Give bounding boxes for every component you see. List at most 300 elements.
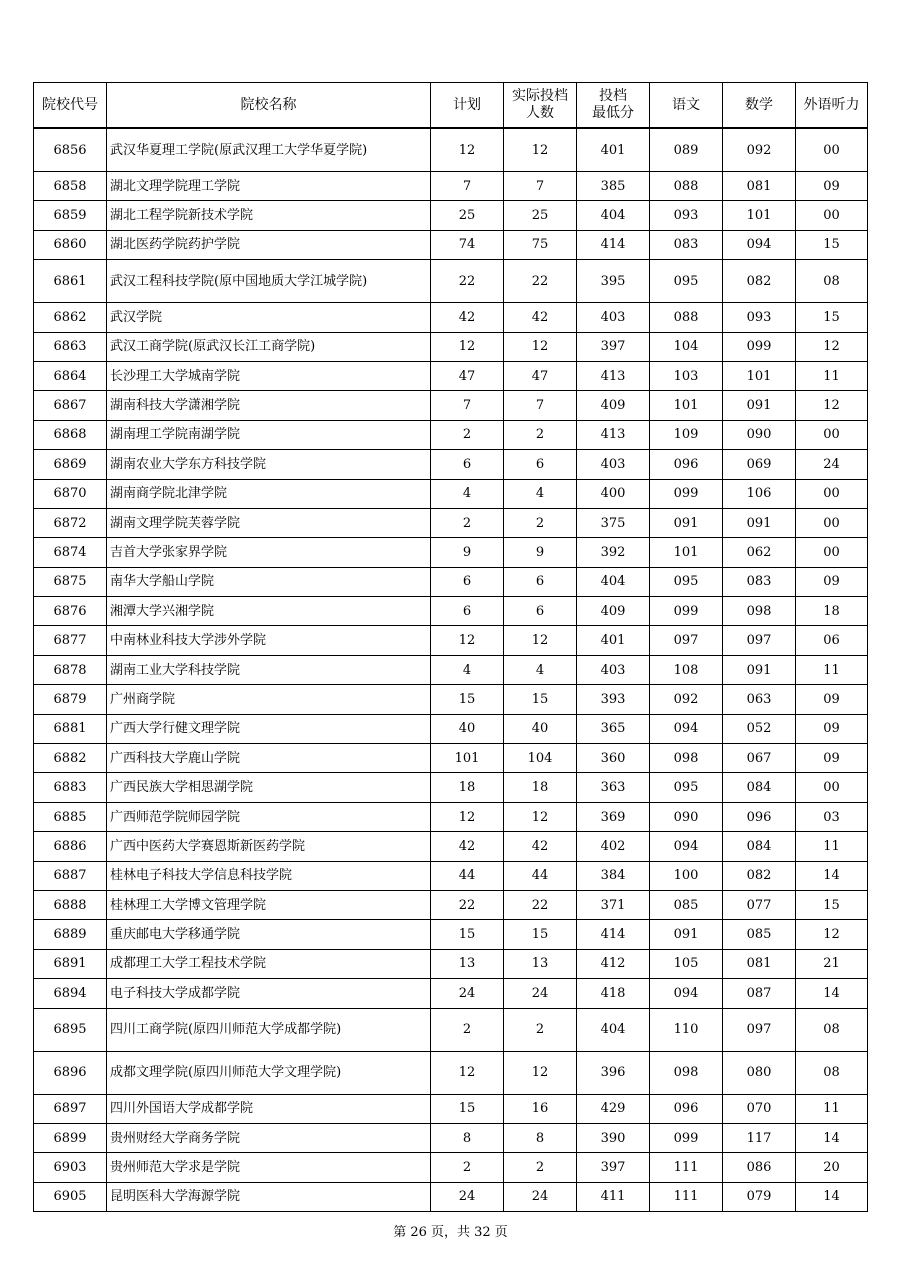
header-plan: 计划 (431, 83, 504, 129)
cell-listening: 21 (796, 949, 868, 978)
cell-school-name: 湖北工程学院新技术学院 (107, 201, 431, 230)
cell-code: 6859 (34, 201, 107, 230)
cell-school-name: 湖南文理学院芙蓉学院 (107, 508, 431, 537)
cell-plan: 9 (431, 538, 504, 567)
cell-admitted: 7 (504, 391, 577, 420)
table-row (34, 920, 868, 949)
cell-plan: 101 (431, 744, 504, 773)
cell-school-name: 湖南科技大学潇湘学院 (107, 391, 431, 420)
table-row (34, 890, 868, 919)
cell-admitted: 44 (504, 861, 577, 890)
cell-chinese: 096 (650, 450, 723, 479)
cell-chinese: 085 (650, 890, 723, 919)
cell-min-score: 409 (577, 391, 650, 420)
cell-chinese: 093 (650, 201, 723, 230)
cell-chinese: 098 (650, 1051, 723, 1094)
cell-math: 079 (723, 1182, 796, 1211)
header-chinese: 语文 (650, 83, 723, 129)
cell-chinese: 111 (650, 1153, 723, 1182)
table-row (34, 1182, 868, 1211)
table-row (34, 861, 868, 890)
cell-code: 6894 (34, 979, 107, 1008)
cell-code: 6858 (34, 172, 107, 201)
cell-listening: 09 (796, 714, 868, 743)
cell-plan: 2 (431, 420, 504, 449)
admission-table (33, 82, 868, 1212)
cell-plan: 12 (431, 128, 504, 172)
cell-admitted: 2 (504, 1008, 577, 1051)
cell-math: 117 (723, 1123, 796, 1152)
cell-plan: 15 (431, 920, 504, 949)
cell-math: 067 (723, 744, 796, 773)
cell-code: 6872 (34, 508, 107, 537)
cell-school-name: 吉首大学张家界学院 (107, 538, 431, 567)
cell-plan: 22 (431, 890, 504, 919)
cell-code: 6903 (34, 1153, 107, 1182)
cell-math: 101 (723, 201, 796, 230)
table-row (34, 1153, 868, 1182)
cell-school-name: 电子科技大学成都学院 (107, 979, 431, 1008)
table-row (34, 260, 868, 303)
cell-math: 081 (723, 172, 796, 201)
table-row (34, 1094, 868, 1123)
cell-code: 6882 (34, 744, 107, 773)
cell-min-score: 404 (577, 1008, 650, 1051)
cell-min-score: 384 (577, 861, 650, 890)
cell-math: 098 (723, 597, 796, 626)
table-row (34, 1051, 868, 1094)
cell-code: 6876 (34, 597, 107, 626)
cell-plan: 8 (431, 1123, 504, 1152)
cell-chinese: 091 (650, 508, 723, 537)
cell-plan: 6 (431, 597, 504, 626)
cell-math: 082 (723, 260, 796, 303)
cell-school-name: 昆明医科大学海源学院 (107, 1182, 431, 1211)
cell-school-name: 桂林理工大学博文管理学院 (107, 890, 431, 919)
cell-school-name: 湖南理工学院南湖学院 (107, 420, 431, 449)
cell-admitted: 12 (504, 626, 577, 655)
cell-school-name: 广西大学行健文理学院 (107, 714, 431, 743)
cell-math: 070 (723, 1094, 796, 1123)
cell-school-name: 广西科技大学鹿山学院 (107, 744, 431, 773)
cell-plan: 12 (431, 1051, 504, 1094)
cell-school-name: 武汉工程科技学院(原中国地质大学江城学院) (107, 260, 431, 303)
cell-math: 097 (723, 1008, 796, 1051)
cell-listening: 14 (796, 1182, 868, 1211)
cell-math: 094 (723, 230, 796, 259)
cell-code: 6905 (34, 1182, 107, 1211)
cell-plan: 44 (431, 861, 504, 890)
cell-code: 6874 (34, 538, 107, 567)
cell-admitted: 12 (504, 128, 577, 172)
cell-math: 091 (723, 391, 796, 420)
cell-admitted: 24 (504, 979, 577, 1008)
cell-listening: 20 (796, 1153, 868, 1182)
cell-listening: 00 (796, 201, 868, 230)
cell-plan: 2 (431, 508, 504, 537)
cell-plan: 25 (431, 201, 504, 230)
cell-chinese: 088 (650, 172, 723, 201)
cell-code: 6899 (34, 1123, 107, 1152)
cell-chinese: 097 (650, 626, 723, 655)
cell-min-score: 413 (577, 420, 650, 449)
cell-min-score: 396 (577, 1051, 650, 1094)
cell-admitted: 6 (504, 567, 577, 596)
cell-math: 093 (723, 303, 796, 332)
cell-code: 6881 (34, 714, 107, 743)
table-row (34, 332, 868, 361)
cell-school-name: 湖南工业大学科技学院 (107, 655, 431, 684)
cell-chinese: 103 (650, 361, 723, 390)
cell-admitted: 4 (504, 655, 577, 684)
cell-listening: 06 (796, 626, 868, 655)
cell-chinese: 088 (650, 303, 723, 332)
table-row (34, 949, 868, 978)
cell-chinese: 094 (650, 979, 723, 1008)
cell-plan: 74 (431, 230, 504, 259)
table-row (34, 744, 868, 773)
cell-min-score: 385 (577, 172, 650, 201)
table-row (34, 714, 868, 743)
cell-code: 6895 (34, 1008, 107, 1051)
cell-code: 6883 (34, 773, 107, 802)
cell-listening: 09 (796, 567, 868, 596)
cell-math: 090 (723, 420, 796, 449)
cell-min-score: 414 (577, 920, 650, 949)
table-row (34, 230, 868, 259)
cell-admitted: 24 (504, 1182, 577, 1211)
cell-code: 6864 (34, 361, 107, 390)
cell-listening: 12 (796, 332, 868, 361)
cell-admitted: 6 (504, 450, 577, 479)
table-row (34, 832, 868, 861)
cell-school-name: 成都文理学院(原四川师范大学文理学院) (107, 1051, 431, 1094)
cell-listening: 15 (796, 303, 868, 332)
header-code: 院校代号 (34, 83, 107, 129)
header-min-line2: 最低分 (592, 105, 634, 121)
cell-math: 080 (723, 1051, 796, 1094)
table-row (34, 597, 868, 626)
cell-code: 6875 (34, 567, 107, 596)
cell-school-name: 湖南商学院北津学院 (107, 479, 431, 508)
cell-min-score: 403 (577, 450, 650, 479)
cell-code: 6869 (34, 450, 107, 479)
cell-chinese: 083 (650, 230, 723, 259)
cell-min-score: 369 (577, 802, 650, 831)
cell-math: 087 (723, 979, 796, 1008)
cell-school-name: 武汉工商学院(原武汉长江工商学院) (107, 332, 431, 361)
cell-chinese: 100 (650, 861, 723, 890)
cell-admitted: 12 (504, 332, 577, 361)
table-row (34, 1008, 868, 1051)
cell-math: 097 (723, 626, 796, 655)
cell-listening: 09 (796, 744, 868, 773)
cell-listening: 14 (796, 979, 868, 1008)
cell-code: 6878 (34, 655, 107, 684)
cell-min-score: 404 (577, 201, 650, 230)
cell-chinese: 094 (650, 832, 723, 861)
cell-school-name: 长沙理工大学城南学院 (107, 361, 431, 390)
cell-min-score: 360 (577, 744, 650, 773)
cell-plan: 2 (431, 1008, 504, 1051)
cell-listening: 09 (796, 685, 868, 714)
cell-min-score: 403 (577, 655, 650, 684)
cell-chinese: 098 (650, 744, 723, 773)
cell-admitted: 12 (504, 1051, 577, 1094)
cell-school-name: 武汉华夏理工学院(原武汉理工大学华夏学院) (107, 128, 431, 172)
cell-admitted: 4 (504, 479, 577, 508)
cell-math: 083 (723, 567, 796, 596)
cell-min-score: 395 (577, 260, 650, 303)
cell-min-score: 375 (577, 508, 650, 537)
cell-listening: 08 (796, 1051, 868, 1094)
cell-plan: 7 (431, 172, 504, 201)
cell-min-score: 363 (577, 773, 650, 802)
cell-admitted: 9 (504, 538, 577, 567)
cell-plan: 12 (431, 626, 504, 655)
header-admitted (504, 83, 577, 129)
cell-plan: 12 (431, 802, 504, 831)
cell-chinese: 099 (650, 1123, 723, 1152)
cell-chinese: 101 (650, 538, 723, 567)
cell-listening: 03 (796, 802, 868, 831)
cell-math: 077 (723, 890, 796, 919)
cell-plan: 4 (431, 479, 504, 508)
cell-code: 6889 (34, 920, 107, 949)
cell-code: 6896 (34, 1051, 107, 1094)
cell-chinese: 094 (650, 714, 723, 743)
cell-math: 101 (723, 361, 796, 390)
cell-code: 6877 (34, 626, 107, 655)
cell-plan: 2 (431, 1153, 504, 1182)
cell-listening: 00 (796, 508, 868, 537)
cell-listening: 08 (796, 260, 868, 303)
cell-listening: 15 (796, 890, 868, 919)
cell-chinese: 095 (650, 260, 723, 303)
cell-school-name: 中南林业科技大学涉外学院 (107, 626, 431, 655)
cell-plan: 4 (431, 655, 504, 684)
cell-plan: 15 (431, 685, 504, 714)
table-row (34, 128, 868, 172)
table-row (34, 391, 868, 420)
cell-min-score: 392 (577, 538, 650, 567)
header-admitted-line2: 人数 (526, 105, 554, 121)
header-admitted-line1: 实际投档 (512, 88, 568, 104)
cell-min-score: 397 (577, 1153, 650, 1182)
header-math: 数学 (723, 83, 796, 129)
cell-school-name: 贵州财经大学商务学院 (107, 1123, 431, 1152)
cell-math: 092 (723, 128, 796, 172)
cell-chinese: 104 (650, 332, 723, 361)
cell-chinese: 108 (650, 655, 723, 684)
cell-school-name: 湖北医药学院药护学院 (107, 230, 431, 259)
cell-math: 099 (723, 332, 796, 361)
cell-listening: 15 (796, 230, 868, 259)
cell-code: 6860 (34, 230, 107, 259)
cell-min-score: 371 (577, 890, 650, 919)
cell-school-name: 四川工商学院(原四川师范大学成都学院) (107, 1008, 431, 1051)
cell-plan: 47 (431, 361, 504, 390)
cell-code: 6888 (34, 890, 107, 919)
cell-admitted: 8 (504, 1123, 577, 1152)
cell-math: 091 (723, 655, 796, 684)
cell-chinese: 105 (650, 949, 723, 978)
cell-plan: 42 (431, 832, 504, 861)
cell-chinese: 110 (650, 1008, 723, 1051)
cell-plan: 18 (431, 773, 504, 802)
cell-listening: 11 (796, 361, 868, 390)
cell-plan: 12 (431, 332, 504, 361)
header-min-line1: 投档 (599, 88, 627, 104)
table-row (34, 655, 868, 684)
cell-min-score: 414 (577, 230, 650, 259)
cell-admitted: 22 (504, 260, 577, 303)
table-row (34, 538, 868, 567)
cell-code: 6879 (34, 685, 107, 714)
page-footer: 第 26 页，共 32 页 (393, 1225, 508, 1240)
cell-code: 6885 (34, 802, 107, 831)
cell-admitted: 42 (504, 832, 577, 861)
cell-chinese: 099 (650, 597, 723, 626)
cell-math: 063 (723, 685, 796, 714)
cell-chinese: 089 (650, 128, 723, 172)
cell-chinese: 090 (650, 802, 723, 831)
cell-math: 084 (723, 773, 796, 802)
cell-listening: 12 (796, 920, 868, 949)
cell-listening: 00 (796, 420, 868, 449)
cell-school-name: 广西师范学院师园学院 (107, 802, 431, 831)
cell-chinese: 101 (650, 391, 723, 420)
cell-admitted: 15 (504, 920, 577, 949)
cell-admitted: 47 (504, 361, 577, 390)
header-listening: 外语听力 (796, 83, 868, 129)
cell-listening: 11 (796, 1094, 868, 1123)
cell-admitted: 15 (504, 685, 577, 714)
table-row (34, 303, 868, 332)
cell-school-name: 武汉学院 (107, 303, 431, 332)
cell-listening: 14 (796, 1123, 868, 1152)
cell-listening: 12 (796, 391, 868, 420)
table-row (34, 626, 868, 655)
cell-chinese: 091 (650, 920, 723, 949)
cell-school-name: 贵州师范大学求是学院 (107, 1153, 431, 1182)
cell-admitted: 7 (504, 172, 577, 201)
cell-plan: 24 (431, 979, 504, 1008)
cell-chinese: 111 (650, 1182, 723, 1211)
cell-listening: 00 (796, 479, 868, 508)
header-min-score (577, 83, 650, 129)
cell-min-score: 403 (577, 303, 650, 332)
cell-min-score: 393 (577, 685, 650, 714)
cell-min-score: 412 (577, 949, 650, 978)
cell-listening: 24 (796, 450, 868, 479)
header-name: 院校名称 (107, 83, 431, 129)
table-row (34, 1123, 868, 1152)
cell-admitted: 22 (504, 890, 577, 919)
table-row (34, 450, 868, 479)
cell-chinese: 099 (650, 479, 723, 508)
cell-school-name: 桂林电子科技大学信息科技学院 (107, 861, 431, 890)
cell-math: 069 (723, 450, 796, 479)
cell-min-score: 397 (577, 332, 650, 361)
cell-code: 6868 (34, 420, 107, 449)
cell-plan: 15 (431, 1094, 504, 1123)
cell-listening: 11 (796, 832, 868, 861)
cell-admitted: 2 (504, 1153, 577, 1182)
cell-admitted: 25 (504, 201, 577, 230)
cell-math: 052 (723, 714, 796, 743)
cell-listening: 00 (796, 128, 868, 172)
cell-min-score: 400 (577, 479, 650, 508)
cell-admitted: 42 (504, 303, 577, 332)
cell-plan: 6 (431, 450, 504, 479)
cell-school-name: 湖南农业大学东方科技学院 (107, 450, 431, 479)
cell-admitted: 12 (504, 802, 577, 831)
table-row (34, 802, 868, 831)
cell-plan: 42 (431, 303, 504, 332)
cell-math: 086 (723, 1153, 796, 1182)
cell-math: 106 (723, 479, 796, 508)
cell-plan: 7 (431, 391, 504, 420)
cell-school-name: 广西民族大学相思湖学院 (107, 773, 431, 802)
cell-min-score: 409 (577, 597, 650, 626)
cell-admitted: 6 (504, 597, 577, 626)
cell-school-name: 四川外国语大学成都学院 (107, 1094, 431, 1123)
cell-admitted: 75 (504, 230, 577, 259)
table-row (34, 361, 868, 390)
table-row (34, 172, 868, 201)
cell-listening: 00 (796, 538, 868, 567)
cell-school-name: 重庆邮电大学移通学院 (107, 920, 431, 949)
cell-school-name: 成都理工大学工程技术学院 (107, 949, 431, 978)
cell-code: 6856 (34, 128, 107, 172)
table-row (34, 567, 868, 596)
cell-chinese: 109 (650, 420, 723, 449)
cell-school-name: 广西中医药大学赛恩斯新医药学院 (107, 832, 431, 861)
cell-plan: 6 (431, 567, 504, 596)
cell-math: 062 (723, 538, 796, 567)
table-row (34, 420, 868, 449)
table-row (34, 685, 868, 714)
cell-listening: 11 (796, 655, 868, 684)
table-body (34, 128, 868, 1212)
cell-listening: 14 (796, 861, 868, 890)
cell-min-score: 411 (577, 1182, 650, 1211)
cell-admitted: 13 (504, 949, 577, 978)
cell-plan: 24 (431, 1182, 504, 1211)
header-row (34, 83, 868, 129)
cell-school-name: 广州商学院 (107, 685, 431, 714)
cell-chinese: 096 (650, 1094, 723, 1123)
cell-min-score: 429 (577, 1094, 650, 1123)
cell-min-score: 390 (577, 1123, 650, 1152)
cell-code: 6887 (34, 861, 107, 890)
cell-math: 085 (723, 920, 796, 949)
cell-listening: 18 (796, 597, 868, 626)
cell-min-score: 365 (577, 714, 650, 743)
cell-min-score: 402 (577, 832, 650, 861)
cell-chinese: 095 (650, 773, 723, 802)
cell-code: 6862 (34, 303, 107, 332)
cell-school-name: 湖北文理学院理工学院 (107, 172, 431, 201)
cell-math: 082 (723, 861, 796, 890)
cell-math: 081 (723, 949, 796, 978)
cell-admitted: 18 (504, 773, 577, 802)
cell-admitted: 104 (504, 744, 577, 773)
cell-min-score: 401 (577, 626, 650, 655)
table-row (34, 201, 868, 230)
cell-admitted: 2 (504, 420, 577, 449)
